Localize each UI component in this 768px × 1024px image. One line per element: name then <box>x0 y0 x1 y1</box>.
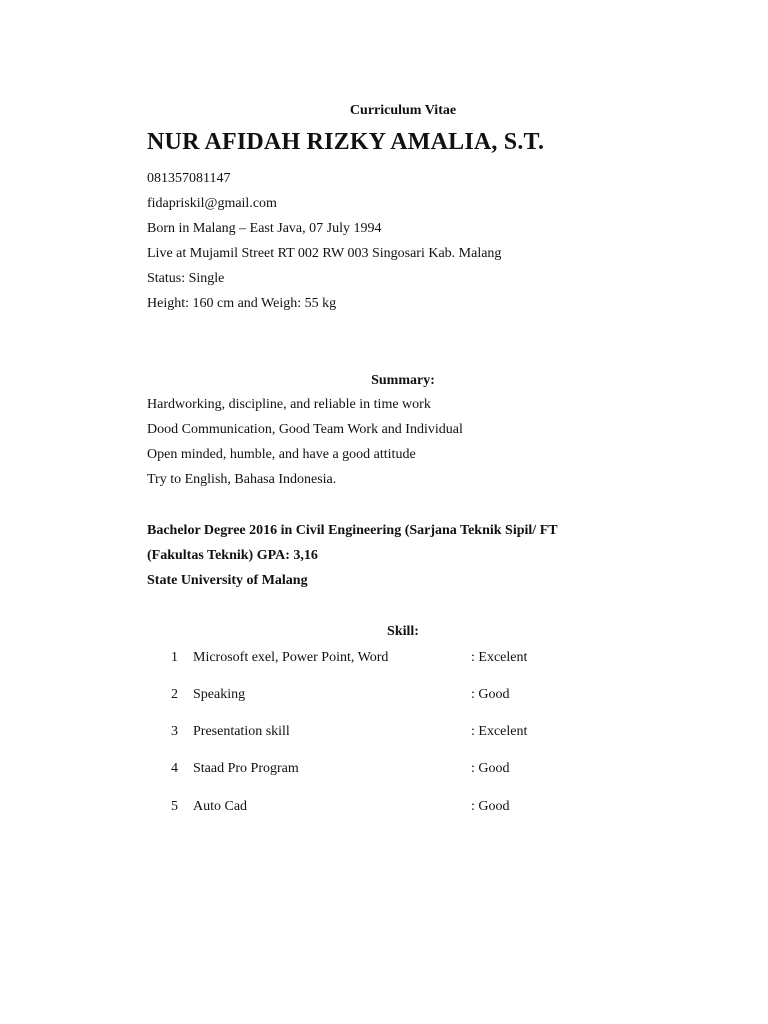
skill-level: : Good <box>471 799 510 814</box>
skill-row <box>0 687 768 707</box>
education-degree: Bachelor Degree 2016 in Civil Engineering (Sarjana Teknik Sipil/ FT <box>147 523 558 538</box>
height-weight: Height: 160 cm and Weigh: 55 kg <box>147 296 337 311</box>
summary-line: Hardworking, discipline, and reliable in time work <box>147 397 431 412</box>
address: Live at Mujamil Street RT 002 RW 003 Singosari Kab. Malang <box>147 246 502 261</box>
skill-row <box>0 799 768 819</box>
skill-level: : Excelent <box>471 724 528 739</box>
education-university: State University of Malang <box>147 573 308 588</box>
skill-number: 4 <box>171 761 178 776</box>
skill-level: : Good <box>471 761 510 776</box>
skill-number: 2 <box>171 687 178 702</box>
phone-number: 081357081147 <box>147 171 231 186</box>
education-gpa: (Fakultas Teknik) GPA: 3,16 <box>147 548 318 563</box>
skill-number: 1 <box>171 650 178 665</box>
skill-level: : Excelent <box>471 650 528 665</box>
skill-row <box>0 761 768 781</box>
skill-row <box>0 650 768 670</box>
document-title: Curriculum Vitae <box>349 103 457 118</box>
skill-name: Staad Pro Program <box>193 761 299 776</box>
skills-heading: Skill: <box>387 624 419 639</box>
skill-row <box>0 724 768 744</box>
email-address: fidapriskil@gmail.com <box>147 196 277 211</box>
summary-line: Dood Communication, Good Team Work and Individual <box>147 422 463 437</box>
candidate-name: NUR AFIDAH RIZKY AMALIA, S.T. <box>147 129 545 155</box>
skill-name: Speaking <box>193 687 246 702</box>
skill-name: Presentation skill <box>193 724 290 739</box>
skill-number: 3 <box>171 724 178 739</box>
summary-heading: Summary: <box>371 373 435 388</box>
summary-line: Try to English, Bahasa Indonesia. <box>147 472 337 487</box>
skill-name: Auto Cad <box>193 799 248 814</box>
skill-number: 5 <box>171 799 178 814</box>
skill-name: Microsoft exel, Power Point, Word <box>193 650 389 665</box>
marital-status: Status: Single <box>147 271 225 286</box>
skill-level: : Good <box>471 687 510 702</box>
birth-info: Born in Malang – East Java, 07 July 1994 <box>147 221 382 236</box>
summary-line: Open minded, humble, and have a good attitude <box>147 447 416 462</box>
